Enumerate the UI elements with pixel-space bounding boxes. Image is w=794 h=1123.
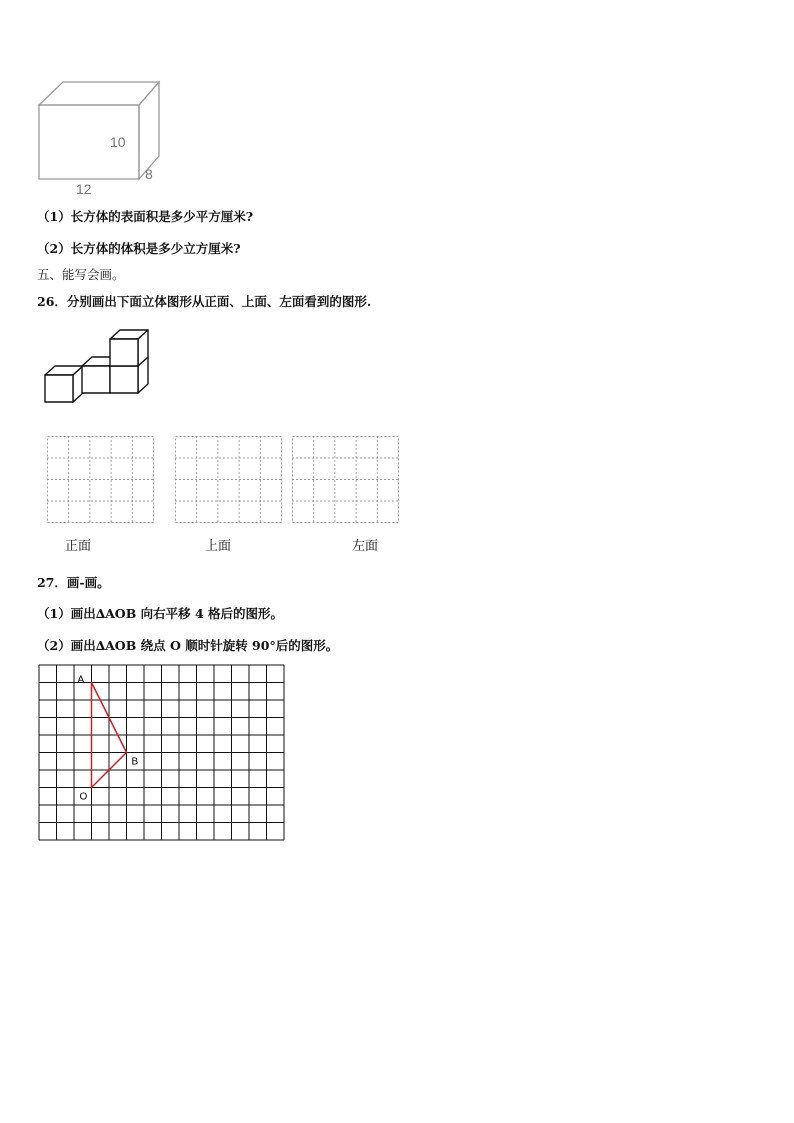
cuboid-figure xyxy=(30,75,170,200)
triangle-grid[interactable] xyxy=(38,664,288,842)
cuboid-width-label: 8 xyxy=(145,166,153,182)
cube-top-front xyxy=(110,339,138,366)
caption-left: 左面 xyxy=(352,539,379,554)
point-label-b: B xyxy=(131,756,139,768)
cube-right-front xyxy=(110,366,138,393)
cuboid-side-face xyxy=(139,82,159,179)
view-grid-top[interactable] xyxy=(175,436,283,524)
cube-stack-figure xyxy=(40,325,155,410)
q26-text: 26．分别画出下面立体图形从正面、上面、左面看到的图形. xyxy=(37,294,372,309)
view-grid-left[interactable] xyxy=(292,436,400,524)
cuboid-top-face xyxy=(39,82,159,105)
cube-left-front xyxy=(45,375,73,402)
grid-lines xyxy=(39,665,284,840)
q27-text: 27．画-画。 xyxy=(37,575,110,590)
cube-middle-front xyxy=(82,366,110,393)
q25-part1: （1）长方体的表面积是多少平方厘米? xyxy=(37,209,254,224)
cuboid-height-label: 10 xyxy=(110,134,126,150)
q27-part1: （1）画出∆AOB 向右平移 4 格后的图形。 xyxy=(37,606,284,621)
view-grid-front[interactable] xyxy=(47,436,155,524)
point-label-o: O xyxy=(79,791,88,803)
point-label-a: A xyxy=(77,674,85,686)
cuboid-length-label: 12 xyxy=(76,181,92,197)
caption-front: 正面 xyxy=(65,539,92,554)
caption-top: 上面 xyxy=(205,539,232,554)
q25-part2: （2）长方体的体积是多少立方厘米? xyxy=(37,241,241,256)
q27-part2: （2）画出∆AOB 绕点 O 顺时针旋转 90°后的图形。 xyxy=(37,638,339,653)
section5-title: 五、能写会画。 xyxy=(37,267,125,282)
